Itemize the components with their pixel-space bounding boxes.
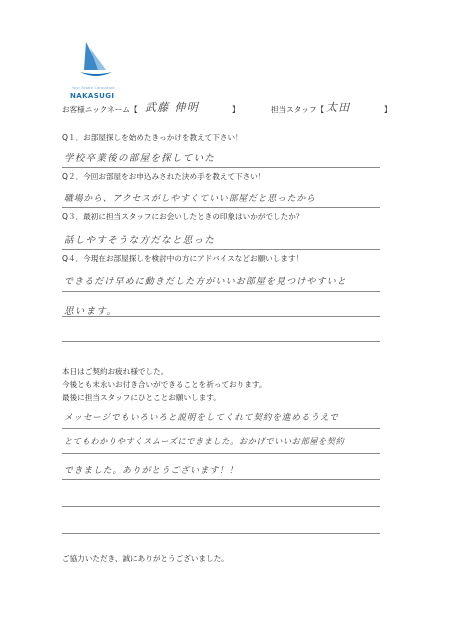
staff-message-line-1: メッセージでもいろいろと説明をしてくれて契約を進めるうえで [64,413,339,423]
question-1-rule [62,167,380,168]
question-1-label: Q１．お部屋探しを始めたきっかけを教えて下さい！ [62,133,243,142]
message-rule-4 [62,506,380,507]
question-4-answer-line-2: 思います。 [64,306,118,317]
nickname-label: お客様ニックネーム【 [62,105,138,114]
message-rule-2 [62,453,380,454]
question-4-rule-3 [62,341,380,342]
staff-close: 】 [384,105,392,114]
nickname-close: 】 [232,105,240,114]
question-2-label: Q２．今回お部屋をお申込みされた決め手を教えて下さい！ [62,172,266,181]
question-4-answer-line-1: できるだけ早めに動きだした方がいいお部屋を見つけやすいと [64,277,347,287]
staff-message-line-3: できました。ありがとうございます！！ [64,466,239,476]
thanks-text: ご協力いただき、誠にありがとうございました。 [62,554,229,563]
closing-line-2: 今後とも末永いお付き合いができることを祈っております。 [62,380,267,389]
nickname-value: 武藤 伸明 [145,101,199,114]
question-4-rule-2 [62,316,380,317]
question-3-rule [62,249,380,250]
logo-name: NAKASUGI [70,92,115,100]
question-4-rule-1 [62,291,380,292]
sailboat-logo-icon [78,40,114,84]
message-rule-5 [62,533,380,534]
closing-line-1: 本日はご契約お疲れ様でした。 [62,367,169,376]
staff-message-line-2: とてもわかりやすくスムーズにできました。おかげでいいお部屋を契約 [64,436,345,446]
company-logo [66,40,126,108]
question-2-answer: 職場から、アクセスがしやすくていい部屋だと思ったから [64,194,316,204]
closing-line-3: 最後に担当スタッフにひとことお願いします。 [62,393,221,402]
question-4-label: Q４．今現在お部屋探しを検討中の方にアドバイスなどお願いします！ [62,254,304,263]
question-2-rule [62,207,380,208]
question-1-answer: 学校卒業後の部屋を探していた [64,153,216,164]
question-3-answer: 話しやすそうな方だなと思った [64,235,216,246]
staff-label: 担当スタッフ【 [271,105,325,114]
message-rule-1 [62,428,380,429]
message-rule-3 [62,479,380,480]
logo-tagline: Your Estate Consultant [72,86,115,90]
question-3-label: Q３．最初に担当スタッフにお会いしたときの印象はいかがでしたか？ [62,212,304,221]
staff-value: 太田 [326,101,351,114]
